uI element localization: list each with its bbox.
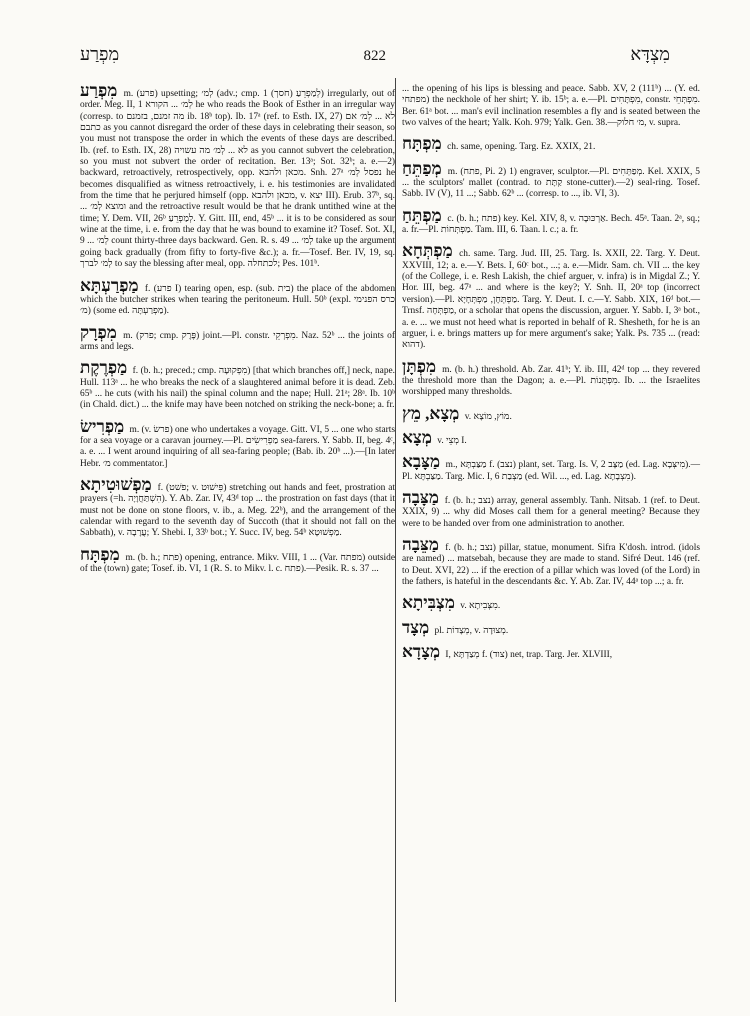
entry — [402, 487, 700, 530]
entry-headword: מַפְתְּחָא — [402, 241, 453, 261]
entry — [80, 416, 395, 470]
entry-headword: מִפְרָק — [80, 322, 117, 342]
entry-text: f. (b. h.; נצב) array, general assembly. Tanh. Nitsab. 1 (ref. to Deut. XXIX, 9) ... why did Moses call them for a general meeting? Because they were to be handed over from one administration to another. — [402, 495, 700, 529]
entry — [402, 534, 700, 588]
entry-headword: מַצֵּבָה — [402, 534, 439, 554]
entry-text: m. (v. פרשׂ) one who undertakes a voyage. Gitt. VI, 5 ... one who starts for a sea voyage or a caravan journey.—Pl. מַפְרִישִׂים sea-farers. Y. Sabb. II, beg. 4ᶜ, a. e. ... I went around inquiring of all sea-faring people; (Bab. ib. 20ᵇ ...).—[In later Hebr. מ׳ commentator.] — [80, 424, 395, 469]
entry-headword: מַפְרַעְתָּא — [80, 275, 139, 295]
entry-text: I, מְצַדְתָּא f. (צוד) net, trap. Targ. Jer. XLVIII, — [445, 650, 613, 661]
entry — [402, 642, 700, 662]
entry-text: v. מִצְּבִיתָא. — [460, 601, 501, 612]
entry-headword: מִפְתָּח — [80, 544, 120, 564]
entry-headword: מִצְבִּיתָא — [402, 593, 455, 613]
entry-text: ch. same, opening. Targ. Ez. XXIX, 21. — [447, 142, 596, 153]
entry — [80, 474, 396, 540]
entry-headword: מְצָד — [402, 617, 430, 637]
entry — [402, 205, 701, 237]
entry-text: ... the opening of his lips is blessing and peace. Sabb. XV, 2 (111ᵇ) ... (Y. ed. מפתחי) the neckhole of her shirt; Y. ib. 15ᵇ; a. e.—Pl. מִפְתָּחִים, constr. מִפְתְּחֵי. Ber. 61ᵃ bot. ... man's evil inclination resembles a fly and is seated between the two valves of the heart; Yalk. Koh. 979; Yalk. Gen. 38.—מ׳ חלוק, v. supra. — [402, 84, 700, 129]
entry-text: m. (פרע) upsetting; לְמ׳ (adv.; cmp. לְמַפְרֵעַ (חסך) 1) irregularly, out of order. Meg. II, 1 לְמ׳ ... הקורא he who reads the Book of Esther in an irregular way (corresp. to מה זמנם, בזמנם ib. 18ᵇ top). Ib. 17ᵃ (ref. to Esth. IX, 27) לא ... לְמ׳ אם כתבם as you cannot disregard the order of these days in celebrating their season, so you must not transpose the order in which the events of these days are described. Ib. (ref. to Esth. IX, 28) לא ... לְמ׳ מה עשויה as you cannot subvert the celebration, so you must not subvert the order of recitation. Ber. 13ᵃ; Sot. 32ᵇ; a. e.—2) backward, retroactively, retrospectively, opp. מכאן ולהבא. Snh. 27ᵃ נפסל לְמ׳ he becomes disqualified as witness retroactively, i. e. his testimonies are invalidated from the time that he perjured himself (opp. מכאן ולהבא, v. יצא III). Erub. 37ᵇ, sq. ... ומוצא לְמ׳ and the retroactive result would be that he drank untithed wine at the time; Y. Dem. VII, 26ᵇ לְמַפְרֵעַ. Y. Gitt. III, end, 45ᵇ ... it is to be considered as sour wine at the time, i. e. from the day that he was bound to examine it? Tosef. Sot. XI, 9 ... לְמ׳ count thirty-three days backward. Gen. R. s. 49 ... לְמ׳ take up the argument going back gradually (from fifty to forty-five &c.); a. fr.—Tosef. Ber. IV, 19, sq. לְמ׳ לברך to say the blessing after meal, opp. לכתחלה; Pes. 101ᵇ. — [80, 89, 396, 270]
entry — [402, 158, 700, 201]
left-column — [80, 81, 396, 583]
entry — [80, 358, 396, 411]
running-header — [80, 44, 670, 74]
entry-headword: מַפְתֵּחַ — [402, 205, 442, 225]
entry-headword: מְצָדָא — [402, 642, 441, 662]
entry — [80, 322, 395, 354]
entry-headword: מַפְשׁוּטִיתָא — [80, 474, 152, 494]
entry-headword: מְפַתֵּחַ — [402, 158, 442, 178]
entry-text: c. (b. h.; פתח) key. Kel. XIV, 8, v. אַרְכּוּבָה. Bech. 45ᵃ. Taan. 2ᵃ, sq.; a. fr.—Pl. מַפְתְּחוֹת. Tam. III, 6. Taan. l. c.; a. fr. — [402, 213, 701, 236]
entry-headword: מְצָא — [402, 427, 432, 447]
entry-text: m. (b. h.; פתח) opening, entrance. Mikv. VIII, 1 ... (Var. מפתח) outside of the (town) gate; Tosef. ib. VI, 1 (R. S. to Mikv. l. c. פתח).—Pesik. R. s. 37 ... — [80, 552, 395, 575]
entry — [402, 593, 700, 613]
entry-text: m. (פתח, Pi. 2) 1) engraver, sculptor.—Pl. מְפַתְּחִים. Kel. XXIX, 5 ... the sculptors' mallet (contrad. to קַתָּת stone-cutter).—2) seal-ring. Tosef. Sabb. IV (V), 11 ...; Sabb. 62ᵇ ... (corresp. to ..., ib. VI, 3). — [402, 166, 700, 200]
entry — [402, 617, 700, 637]
entry-headword: מַפְרִישׂ — [80, 416, 125, 436]
right-column — [402, 84, 700, 669]
header-right-word: מִצְדָּא — [630, 44, 670, 64]
entry-text: m., מַצַּבְתָּא f. (נצב) plant, set. Targ. Is. V, 2 מַצָּב (ed. Lag. מִיצְּבָא).—Pl. מַצַּבְתָּא. Targ. Mic. I, 6 מַצְבַת (ed. Wil. ..., ed. Lag. מִצְבָתָא). — [402, 460, 701, 482]
entry-headword: מַצָּבָה — [402, 487, 439, 507]
entry — [402, 84, 700, 129]
entry — [402, 356, 701, 399]
entry-headword: מַפְרֶקֶת — [80, 358, 128, 378]
entry-text: ch. same. Targ. Jud. III, 25. Targ. Is. XXII, 22. Targ. Y. Deut. XXVIII, 12; a. e.—Y. Bets. I, 60ᶜ bot., ...; a. e.—Midr. Sam. ch. VII ... the key (of the College, i. e. Resh Lakish, the chief arguer, v. infra) is in Migdal Z.; Y. Hor. III, beg. 47ᵃ ... and where is the key?; Y. Snh. II, 20ᵃ top (incorrect version).—Pl. מַפְתְּחָן, מַפְתְּחָיָא. Targ. Y. Deut. I. c.—Y. Sabb. XIX, 16ᵈ bot.—Trnsf. מַפְתְּחָה, or a scholar that opens the discussion, arguer. Y. Sabb. I, 3ᵃ bot., a. e. ... we must not heed what is reported in behalf of R. Shesheth, for he is an arguer, i. e. brings matters up for mere argument's sake; Yalk. Ps. 735 ... (read: דהוא). — [402, 249, 701, 351]
entry — [80, 544, 395, 576]
entry-text: pl. מְצָדוֹת, v. מְצוּדָה. — [434, 625, 509, 636]
entry — [80, 81, 396, 271]
page-number: 822 — [363, 48, 387, 64]
entry — [402, 403, 700, 423]
header-left-word: מִפְרַע — [80, 44, 120, 64]
entry — [402, 427, 700, 447]
entry-headword: מְצָא, מֵץ — [402, 403, 460, 423]
entry-text: m. (b. h.) threshold. Ab. Zar. 41ᵇ; Y. ib. III, 42ᵈ top ... they revered the threshold more than the Dagon; a. e.—Pl. מִפְתָּנוֹת. Ib. ... the Israelites worshipped many thresholds. — [402, 364, 701, 398]
entry-headword: מִפְרַע — [80, 81, 118, 100]
entry — [80, 275, 396, 318]
entry-text: m. (פרק; cmp. פֶּרֶק) joint.—Pl. constr. מִפְרְקֵי. Naz. 52ᵇ ... the joints of arms and legs. — [80, 330, 395, 352]
entry-text: v. מוֹץ, מוֹצָא. — [464, 411, 512, 422]
entry — [402, 134, 700, 154]
entry-headword: מִפְתָּח — [402, 134, 442, 154]
column-divider — [395, 78, 396, 1002]
entry-headword: מִפְתָּן — [402, 356, 437, 376]
entry — [402, 452, 701, 483]
entry-text: v. מְצֵי I. — [437, 435, 467, 446]
entry — [402, 241, 701, 351]
entry-text: f. (פשׁט; v. פִּישׁוּט) stretching out hands and feet, prostration at prayers (=h. הִשְׁתַּחֲוָיָה). Y. Ab. Zar. IV, 43ᵈ top ... the prostration on fast days (that it must not be done on stone floors, v. ib., a. Meg. 22ᵇ), and the arrangement of the calendar with regard to the seventh day of Succoth (that it should not fall on the Sabbath), v. עֲרָבָה; Y. Shebi. I, 33ᵇ bot.; Y. Succ. IV, beg. 54ᵇ מַפְשׁוּטָא. — [80, 482, 396, 539]
entry-headword: מַצָּבָא — [402, 452, 441, 472]
entry-text: f. (b. h.; נצב) pillar, statue, monument. Sifra K'dosh. introd. (idols are named) ... matsebah, because they are made to stand. Sifré Deut. 146 (ref. to Deut. XVI, 22) ... if the erection of a pillar which was loved (of the Lord) in the fathers, is hateful in the descendants &c. Y. Ab. Zar. IV, 44ᵃ top ...; a. fr. — [402, 542, 700, 587]
entry-text: f. (b. h.; preced.; cmp. מִפְקוּעָה) [that which branches off,] neck, nape. Hull. 113ᵃ ... he who breaks the neck of a slaughtered animal before it is dead. Zeb. 65ᵇ ... he cuts (with his nail) the spinal column and the nape; Hull. 21ᵃ; 28ᵃ. Ib. 10ᵇ (in Chald. dict.) ... the knife may have been notched on striking the neck-bone; a. fr. — [80, 366, 396, 411]
entry-text: f. (פרע I) tearing open, esp. (sub. בית) the place of the abdomen which the butcher strikes when tearing the peritoneum. Hull. 50ᵇ (expl. כרס הפנימי מ׳) (some ed. מַפְרַעְתָּה). — [80, 283, 396, 317]
